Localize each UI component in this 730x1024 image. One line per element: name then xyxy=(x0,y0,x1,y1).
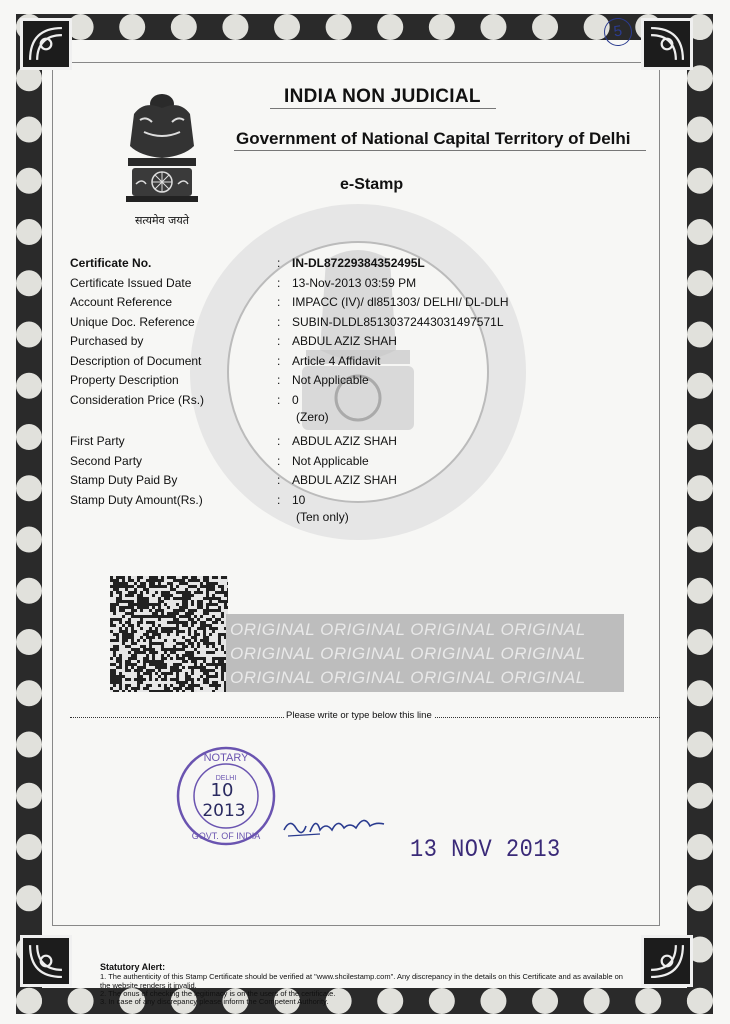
header-rule xyxy=(234,150,646,151)
original-band xyxy=(226,614,624,692)
notary-bottom-text: GOVT. OF INDIA xyxy=(191,831,261,841)
alert-item: 1. The authenticity of this Stamp Certificate should be verified at "www.shcilestamp.com". Any discrepancy in the details on this Certificate and as available on the website renders it invalid. xyxy=(100,972,623,990)
corner-ornament-icon xyxy=(641,935,693,987)
detail-value: Not Applicable xyxy=(292,453,369,468)
detail-subvalue: (Ten only) xyxy=(296,509,349,524)
header-subtitle: Government of National Capital Territory of Delhi xyxy=(236,129,631,148)
detail-value: 13-Nov-2013 03:59 PM xyxy=(292,275,417,290)
statutory-alert xyxy=(100,963,630,1006)
date-stamp: 13 NOV 2013 xyxy=(410,835,561,864)
detail-value: IN-DL87229384352495L xyxy=(292,256,425,270)
detail-colon: : xyxy=(277,334,281,348)
corner-ornament-icon xyxy=(20,18,72,70)
notary-top-text: NOTARY xyxy=(203,752,249,764)
detail-value: Not Applicable xyxy=(292,373,369,387)
detail-label: Property Description xyxy=(70,373,179,387)
detail-colon: : xyxy=(277,295,281,309)
doc-type-title: e-Stamp xyxy=(340,176,404,193)
corner-ornament-icon xyxy=(20,935,72,987)
notary-middle-text: DELHI xyxy=(215,775,237,782)
header-rule xyxy=(270,108,496,109)
detail-colon: : xyxy=(277,275,281,290)
emblem-motto: सत्यमेव जयते xyxy=(134,214,190,227)
page-number: 5 xyxy=(602,16,634,48)
detail-value: Article 4 Affidavit xyxy=(292,353,381,368)
detail-label: Purchased by xyxy=(70,334,144,348)
write-below-text: Please write or type below this line xyxy=(286,710,432,721)
detail-colon: : xyxy=(277,434,281,448)
detail-label: Certificate Issued Date xyxy=(70,275,192,290)
detail-colon: : xyxy=(277,473,281,487)
alert-item: 3. In case of any discrepancy please inform the Competent Authority. xyxy=(100,997,329,1007)
detail-colon: : xyxy=(277,256,281,270)
signature xyxy=(280,808,390,842)
detail-value: 0 xyxy=(292,392,299,407)
original-band-line: ORIGINAL ORIGINAL ORIGINAL ORIGINAL xyxy=(230,668,586,687)
detail-value: ABDUL AZIZ SHAH xyxy=(292,334,397,348)
detail-value: 10 xyxy=(292,492,306,507)
detail-label: Account Reference xyxy=(70,295,173,309)
original-band-line: ORIGINAL ORIGINAL ORIGINAL ORIGINAL xyxy=(230,620,586,639)
detail-label: Certificate No. xyxy=(70,256,152,270)
detail-label: Stamp Duty Amount(Rs.) xyxy=(70,492,203,507)
detail-label: Description of Document xyxy=(70,353,202,368)
detail-colon: : xyxy=(277,392,281,407)
header-title: INDIA NON JUDICIAL xyxy=(284,86,481,107)
original-band-line: ORIGINAL ORIGINAL ORIGINAL ORIGINAL xyxy=(230,644,586,663)
detail-label: Stamp Duty Paid By xyxy=(70,473,178,487)
detail-value: ABDUL AZIZ SHAH xyxy=(292,473,397,487)
detail-subvalue: (Zero) xyxy=(296,409,329,424)
detail-colon: : xyxy=(277,453,281,468)
detail-colon: : xyxy=(277,353,281,368)
detail-label: Consideration Price (Rs.) xyxy=(70,392,205,407)
detail-value: SUBIN-DLDL85130372443031497571L xyxy=(292,314,504,329)
detail-label: First Party xyxy=(70,434,125,448)
detail-value: ABDUL AZIZ SHAH xyxy=(292,434,397,448)
alert-title: Statutory Alert: xyxy=(100,962,166,972)
notary-stamp xyxy=(174,744,278,848)
notary-day: 10 xyxy=(210,780,234,801)
signature-text: Z. Shah xyxy=(280,808,284,809)
detail-colon: : xyxy=(277,314,281,329)
corner-ornament-icon xyxy=(641,18,693,70)
alert-item: 2. The onus of checking the legitimacy is on the users of the certificate. xyxy=(100,988,336,998)
qr-code xyxy=(110,576,228,692)
detail-value: IMPACC (IV)/ dl851303/ DELHI/ DL-DLH xyxy=(292,295,509,309)
detail-label: Second Party xyxy=(70,453,143,468)
detail-label: Unique Doc. Reference xyxy=(70,314,195,329)
notary-year: 2013 xyxy=(202,801,246,821)
detail-colon: : xyxy=(277,492,281,507)
detail-colon: : xyxy=(277,373,281,387)
